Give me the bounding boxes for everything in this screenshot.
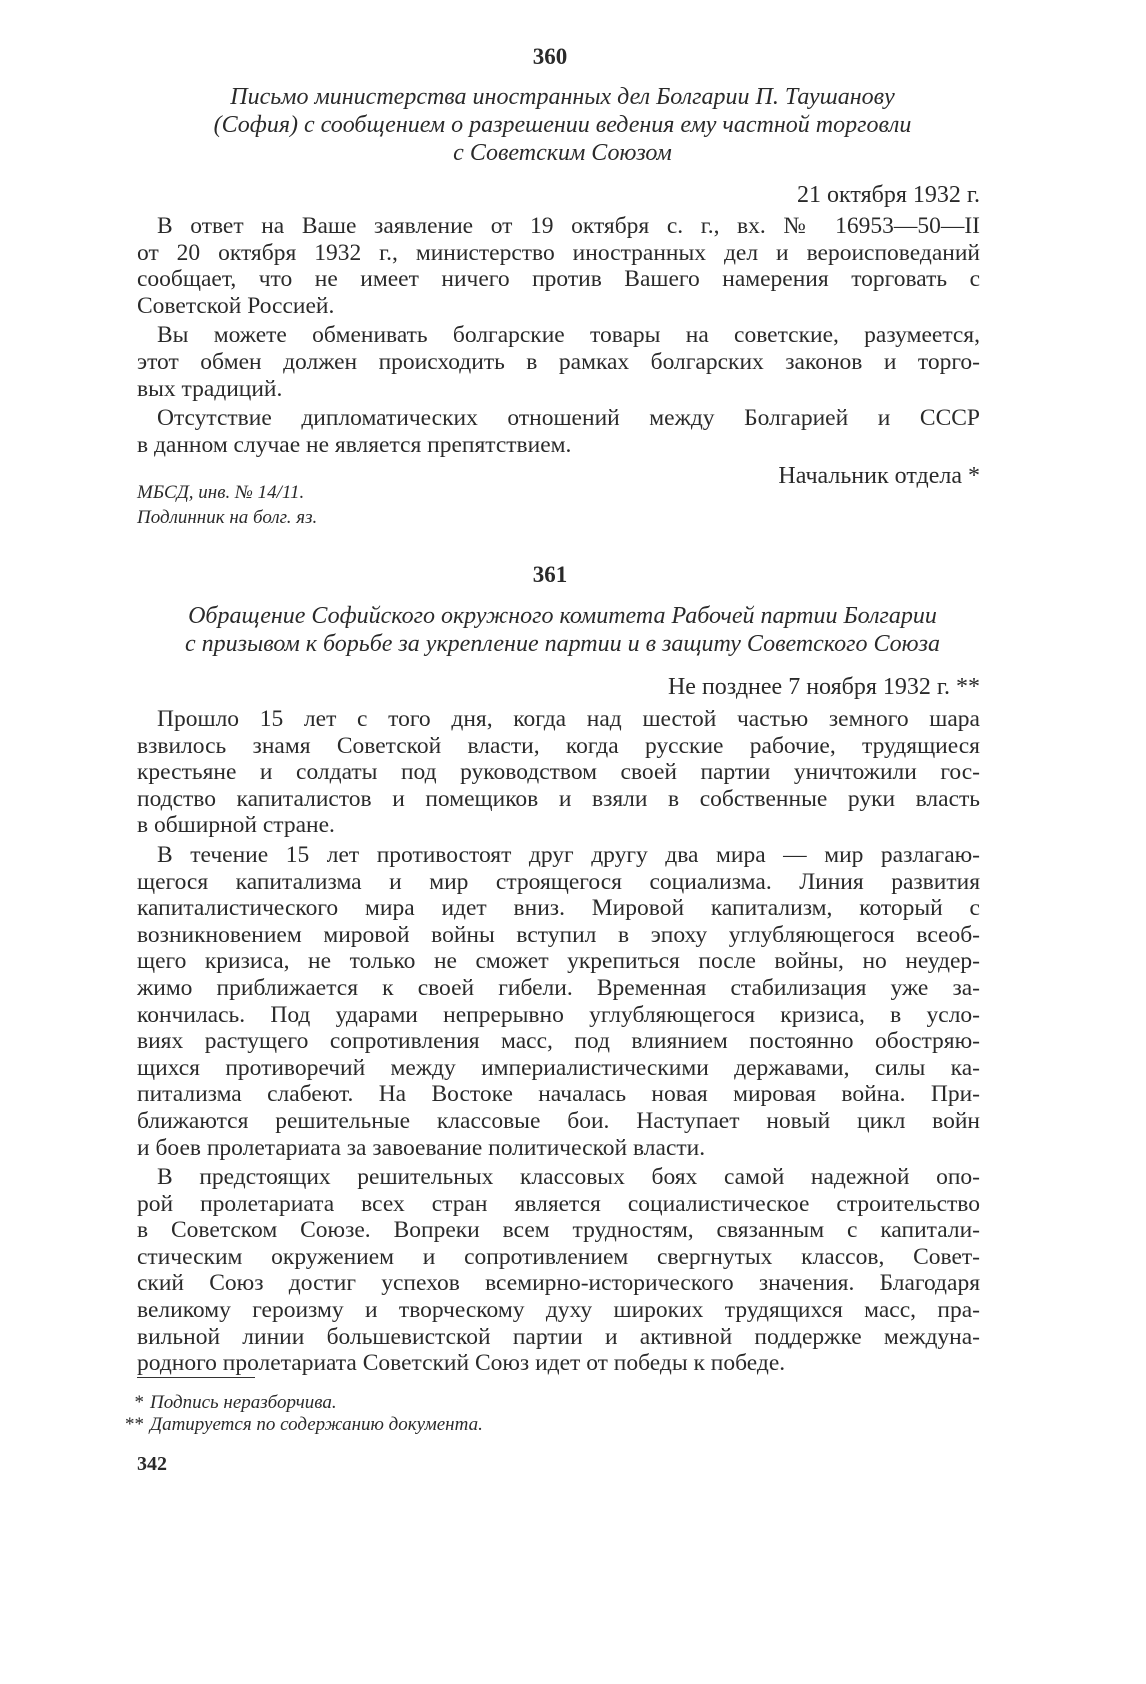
footnotes <box>118 1392 483 1436</box>
text-line: Вы можете обменивать болгарские товары на советские, разумеется, <box>157 322 980 349</box>
document-body <box>137 213 980 461</box>
text-line: великому героизму и творческому духу широких трудящихся масс, пра- <box>137 1297 980 1324</box>
page-number: 342 <box>137 1453 167 1475</box>
text-line: питализма слабеют. На Востоке началась новая мировая война. При- <box>137 1081 980 1108</box>
text-line: жимо приближается к своей гибели. Временная стабилизация уже за- <box>137 974 980 1001</box>
text-line: сообщает, что не имеет ничего против Вашего намерения торговать с <box>137 266 980 293</box>
text-line: капиталистического мира идет вниз. Мировой капитализм, который с <box>137 895 980 922</box>
paragraph <box>137 213 980 319</box>
archive-line: Подлинник на болг. яз. <box>137 507 318 528</box>
footnote-mark: * <box>134 1392 144 1413</box>
text-line: кончилась. Под ударами непрерывно углубляющегося кризиса, в усло- <box>137 1001 980 1028</box>
footnote <box>118 1392 483 1414</box>
paragraph <box>137 706 980 839</box>
text-line: взвилось знамя Советской власти, когда русские рабочие, трудящиеся <box>137 732 980 759</box>
text-line: В ответ на Ваше заявление от 19 октября с. г., вх. № 16953—50—II <box>157 213 980 239</box>
text-line: в данном случае не является препятствием. <box>137 431 572 458</box>
text-line: Прошло 15 лет с того дня, когда над шестой частью земного шара <box>157 706 980 732</box>
archive-reference <box>137 480 317 530</box>
text-line: в обширной стране. <box>137 812 335 839</box>
text-line: рой пролетариата всех стран является социалистическое строительство <box>137 1190 980 1217</box>
text-line: в Советском Союзе. Вопреки всем трудностям, связанным с капитали- <box>137 1217 980 1244</box>
text-line: вильной линии большевистской партии и активной поддержке междуна- <box>137 1323 980 1350</box>
text-line: стическим окружением и сопротивлением свергнутых классов, Совет- <box>137 1243 980 1270</box>
footnote <box>118 1414 483 1436</box>
footnote-divider <box>137 1377 255 1378</box>
text-line: вых традиций. <box>137 375 283 402</box>
title-line: с Советским Союзом <box>453 140 672 166</box>
text-line: щихся противоречий между империалистическими державами, силы ка- <box>137 1054 980 1081</box>
paragraph <box>137 842 980 1161</box>
text-line: щегося капитализма и мир строящегося социализма. Линия развития <box>137 868 980 895</box>
signature: Начальник отдела * <box>778 463 980 489</box>
text-line: В течение 15 лет противостоят друг другу два мира — мир разлагаю- <box>157 841 980 868</box>
text-line: ближаются решительные классовые бои. Наступает новый цикл войн <box>137 1107 980 1134</box>
paragraph <box>137 405 980 458</box>
document-date: 21 октября 1932 г. <box>797 182 980 208</box>
text-line: от 20 октября 1932 г., министерство иностранных дел и вероисповеданий <box>137 239 980 266</box>
text-line: крестьяне и солдаты под руководством своей партии уничтожили гос- <box>137 759 980 786</box>
text-line: виях растущего сопротивления масс, под влиянием постоянно обостряю- <box>137 1028 980 1055</box>
text-line: возникновением мировой войны вступил в эпоху углубляющегося всеоб- <box>137 921 980 948</box>
footnote-mark: ** <box>125 1414 144 1435</box>
title-line: Обращение Софийского окружного комитета Рабочей партии Болгарии <box>188 603 937 629</box>
footnote-text: Подпись неразборчива. <box>150 1392 337 1413</box>
text-line: подство капиталистов и помещиков и взяли в собственные руки власть <box>137 785 980 812</box>
title-line: с призывом к борьбе за укрепление партии и в защиту Советского Союза <box>185 631 940 657</box>
text-line: В предстоящих решительных классовых боях самой надежной опо- <box>157 1164 980 1191</box>
document-title <box>140 602 985 658</box>
paragraph <box>137 322 980 402</box>
document-body <box>137 706 980 1380</box>
paragraph <box>137 1164 980 1377</box>
document-date: Не позднее 7 ноября 1932 г. ** <box>667 674 980 700</box>
document-title <box>140 83 985 167</box>
text-line: ский Союз достиг успехов всемирно-исторического значения. Благодаря <box>137 1270 980 1297</box>
title-line: Письмо министерства иностранных дел Болгарии П. Таушанову <box>230 84 895 110</box>
text-line: и боев пролетариата за завоевание политической власти. <box>137 1134 706 1161</box>
text-line: Отсутствие дипломатических отношений между Болгарией и СССР <box>157 405 980 432</box>
document-number: 360 <box>532 44 568 69</box>
document-number: 361 <box>532 562 568 587</box>
text-line: родного пролетариата Советский Союз идет от победы к победе. <box>137 1350 786 1377</box>
text-line: этот обмен должен происходить в рамках болгарских законов и торго- <box>137 348 980 375</box>
text-line: Советской Россией. <box>137 292 335 319</box>
text-line: щего кризиса, не только не сможет укрепиться после войны, но неудер- <box>137 948 980 975</box>
title-line: (София) с сообщением о разрешении ведения ему частной торговли <box>213 112 912 138</box>
archive-line: МБСД, инв. № 14/11. <box>137 482 305 503</box>
footnote-text: Датируется по содержанию документа. <box>150 1414 483 1435</box>
